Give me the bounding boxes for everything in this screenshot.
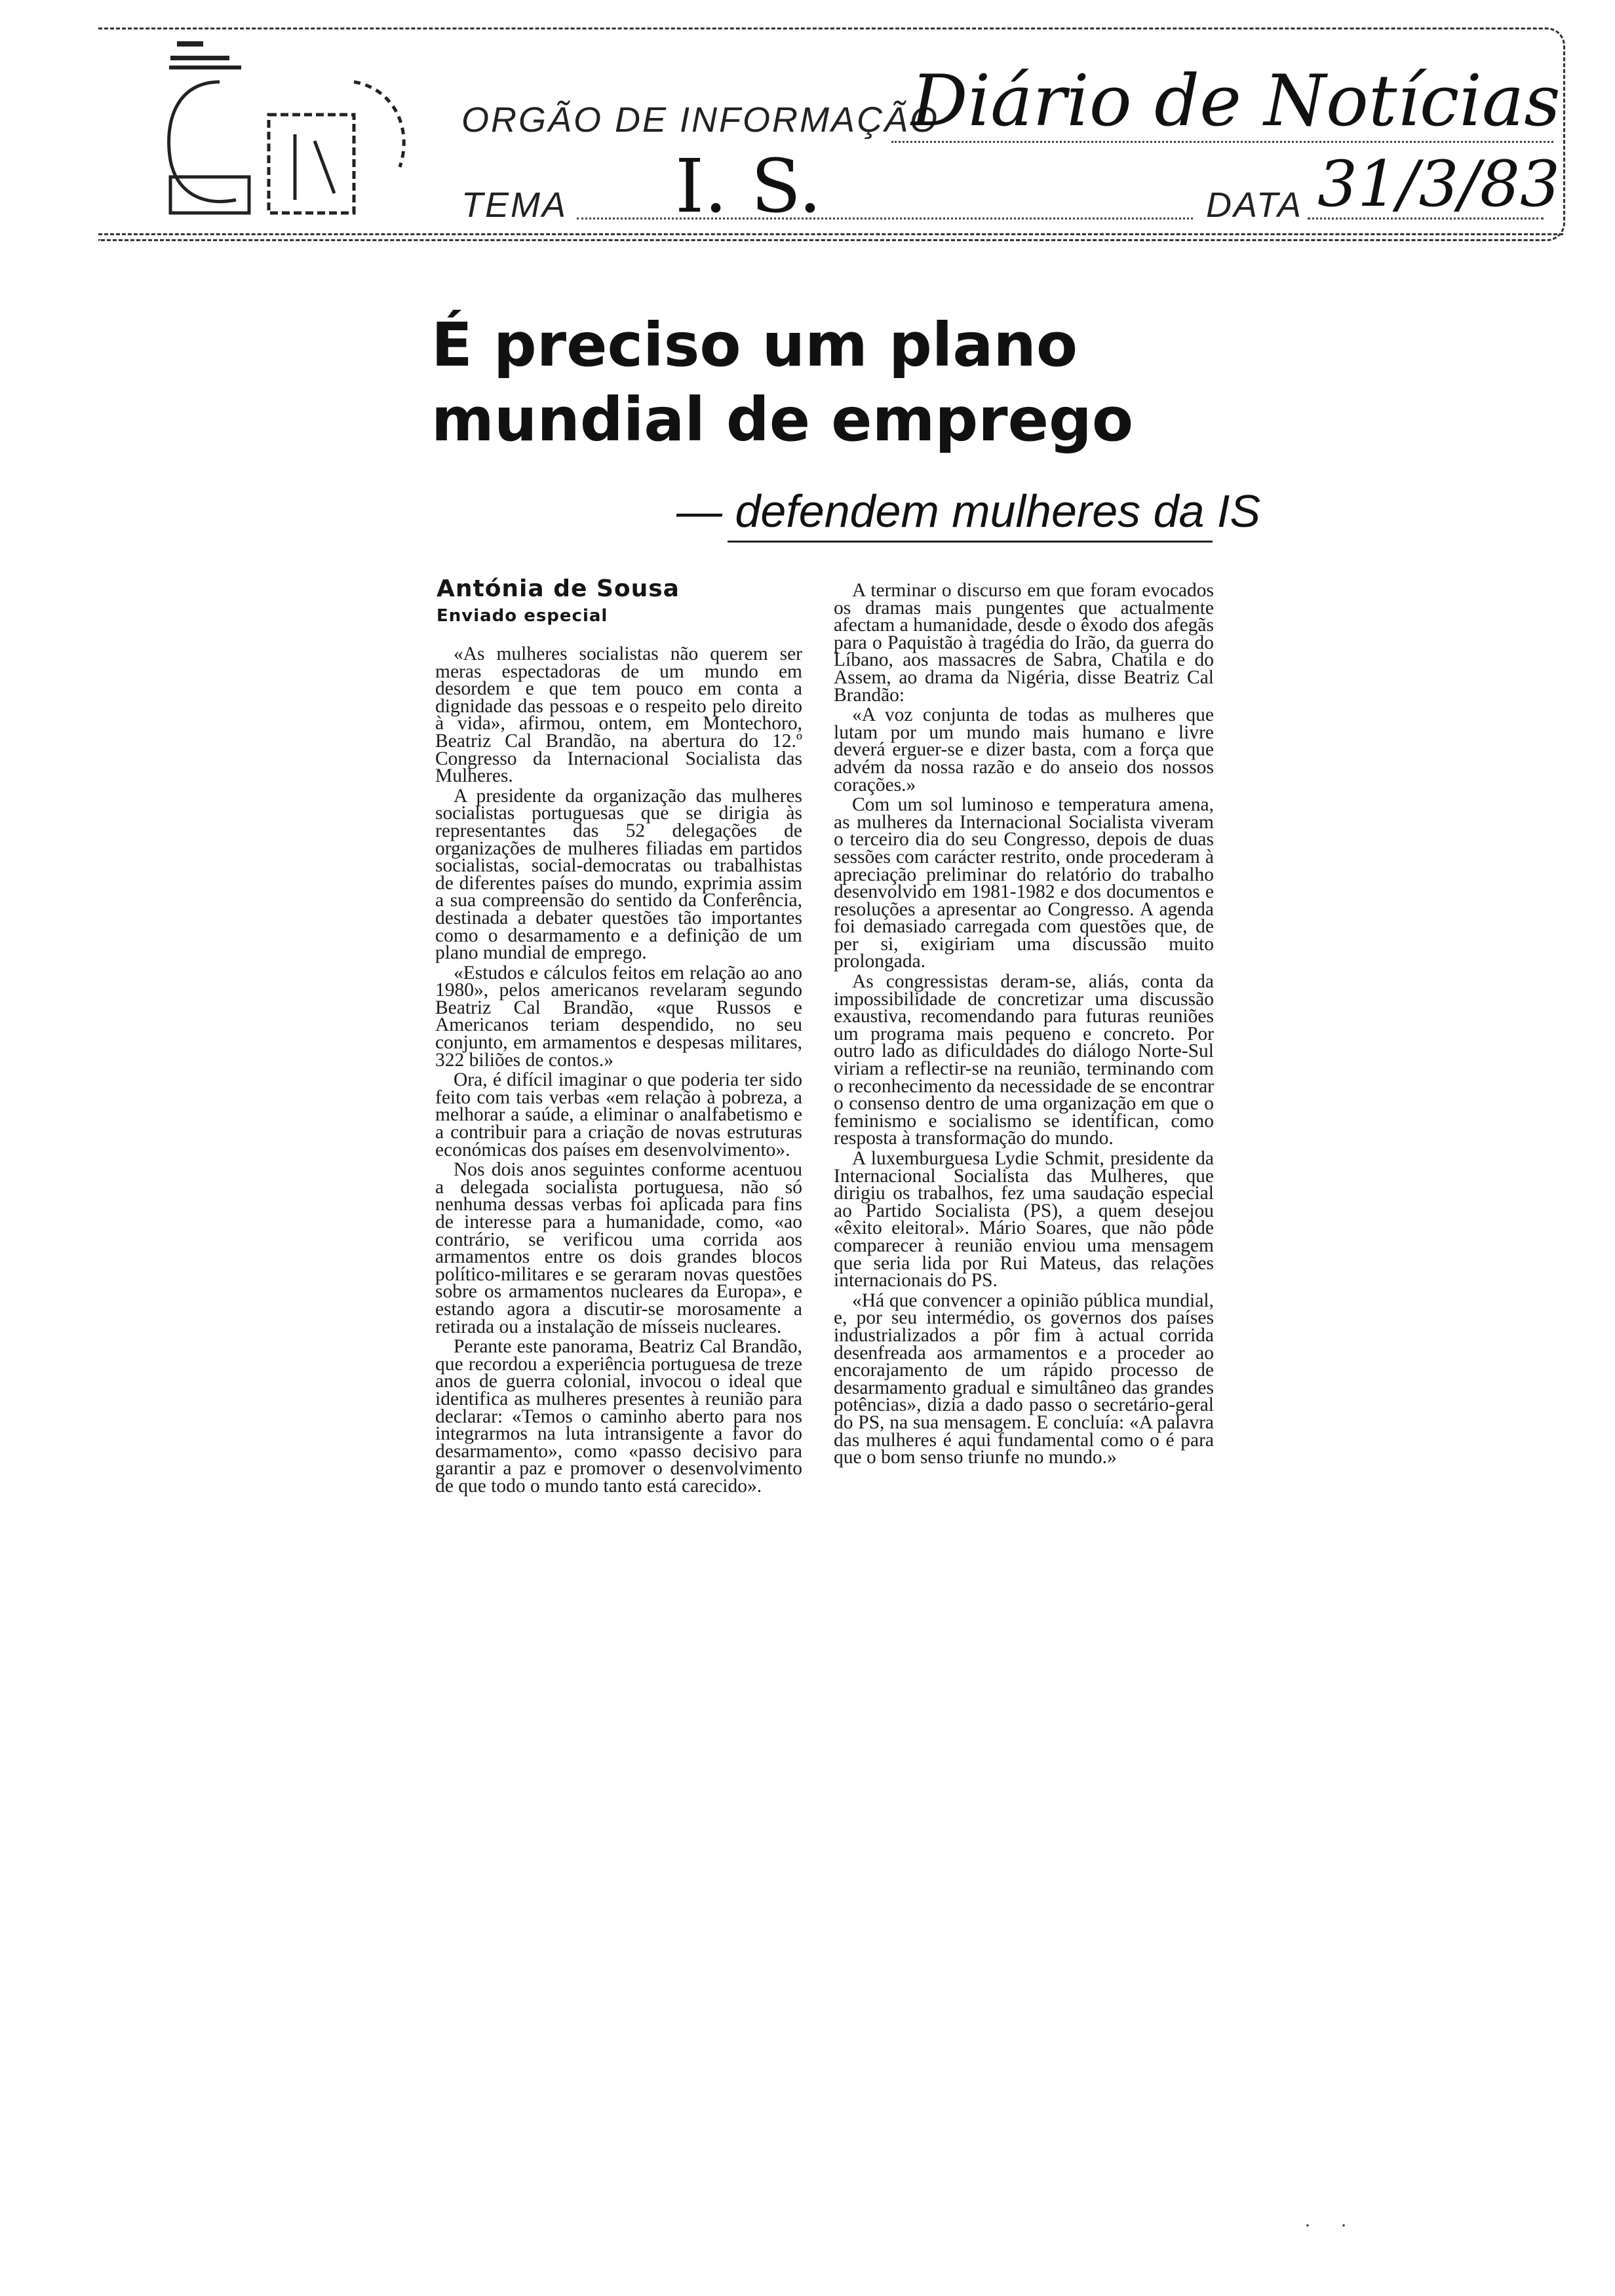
data-label: DATA	[1206, 185, 1304, 225]
archive-logo	[157, 36, 419, 226]
article-column-right	[834, 582, 1214, 1469]
tema-label: TEMA	[461, 185, 568, 225]
paragraph: Nos dois anos seguintes conforme acentuou a delegada socialista portuguesa, não só nenhuma dessas verbas foi aplicada para fins de interesse para a humanidade, como, «ao contrário, se verificou uma corrida aos armamentos entre os dois grandes blocos político-militares e se geraram novas questões sobre os armamentos nucleares da Europa», e estando agora a discutir-se morosamente a retirada ou a instalação de mísseis nucleares.	[435, 1159, 802, 1337]
orgao-value: Diário de Notícias	[911, 60, 1561, 142]
paragraph: As congressistas deram-se, aliás, conta da impossibilidade de concretizar uma discussão exaustiva, recomendando para futuras reuniões um programa mais pequeno e concreto. Por outro lado as dificuldades do diálogo Norte-Sul viriam a reflectir-se na reunião, terminando com o reconhecimento da necessidade de se encontrar o consenso dentro de uma organização em que o feminismo e socialismo se identifican, como resposta à transformação do mundo.	[834, 971, 1214, 1149]
data-value: 31/3/83	[1317, 147, 1561, 221]
paragraph: «Estudos e cálculos feitos em relação ao ano 1980», pelos americanos revelaram segundo Beatriz Cal Brandão, «que Russos e Americanos teriam despendido, no seu conjunto, em armamentos e despesas militares, 322 biliões de contos.»	[435, 962, 802, 1071]
author-name: Antónia de Sousa	[437, 575, 680, 602]
paragraph: «As mulheres socialistas não querem ser meras espectadoras de um mundo em desordem e que tem pouco em conta a dignidade das pessoas e o respeito pelo direito à vida», afirmou, ontem, em Montechoro, Beatriz Cal Brandão, na abertura do 12.º Congresso da Internacional Socialista das Mulheres.	[435, 643, 802, 787]
subheadline-underline	[728, 541, 1213, 543]
scan-specks: · ·	[1304, 2215, 1347, 2236]
paragraph: Com um sol luminoso e temperatura amena, as mulheres da Internacional Socialista viveram o terceiro dia do seu Congresso, depois de duas sessões com carácter restrito, onde procederam à apreciação preliminar do relatório do trabalho desenvolvido em 1981-1982 e dos documentos e resoluções a apresentar ao Congresso. A agenda foi demasiado carregada com questões que, de per si, exigiriam uma discussão muito prolongada.	[834, 794, 1214, 972]
paragraph: Perante este panorama, Beatriz Cal Brandão, que recordou a experiência portuguesa de treze anos de guerra colonial, invocou o ideal que identifica as mulheres presentes à reunião para declarar: «Temos o caminho aberto para nos integrarmos na luta intransigente a favor do desarmamento», como «passo decisivo para garantir a paz e promover o desenvolvimento de que todo o mundo tanto está carecido».	[435, 1336, 802, 1497]
paragraph: «A voz conjunta de todas as mulheres que lutam por um mundo mais humano e livre deverá erguer-se e dizer basta, com a força que advém da nossa razão e do anseio dos nossos corações.»	[834, 704, 1214, 795]
headline	[431, 308, 1414, 457]
subheadline: — defendem mulheres da IS	[676, 486, 1261, 537]
header-bottom-rule	[98, 233, 1563, 235]
paragraph: A presidente da organização das mulheres socialistas portuguesas que se dirigia às representantes das 52 delegações de organizações de mulheres filiadas em partidos socialistas, social-democratas ou trabalhistas de diferentes países do mundo, exprimia assim a sua compreensão do sentido da Conferência, destinada a debater questões tão importantes como o desarmamento e a definição de um plano mundial de emprego.	[435, 785, 802, 964]
author-role: Enviado especial	[437, 606, 608, 626]
tema-value: I. S.	[675, 144, 822, 229]
headline-line-2: mundial de emprego	[431, 385, 1134, 455]
orgao-label: ORGÃO DE INFORMAÇÃO	[461, 100, 940, 140]
paragraph: «Há que convencer a opinião pública mundial, e, por seu intermédio, os governos dos países industrializados a pôr fim à actual corrida desenfreada aos armamentos e a proceder ao encorajamento de um rápido processo de desarmamento gradual e simultâneo das grandes potências», dizia a dado passo o secretário-geral do PS, na sua mensagem. E concluía: «A palavra das mulheres é aqui fundamental como o é para que o bom senso triunfe no mundo.»	[834, 1290, 1214, 1468]
paragraph: A terminar o discurso em que foram evocados os dramas mais pungentes que actualmente afectam a humanidade, desde o êxodo dos afegãs para o Paquistão à tragédia do Irão, da guerra do Líbano, aos massacres de Sabra, Chatila e do Assem, ao drama da Nigéria, disse Beatriz Cal Brandão:	[834, 580, 1214, 706]
paragraph: A luxemburguesa Lydie Schmit, presidente da Internacional Socialista das Mulheres, que dirigiu os trabalhos, fez uma saudação especial ao Partido Socialista (PS), a quem desejou «êxito eleitoral». Mário Soares, que não pôde comparecer à reunião enviou uma mensagem que seria lida por Rui Mateus, das relações internacionais do PS.	[834, 1148, 1214, 1292]
headline-line-1: É preciso um plano	[431, 310, 1078, 380]
article-column-left	[435, 645, 802, 1498]
paragraph: Ora, é difícil imaginar o que poderia ter sido feito com tais verbas «em relação à pobreza, a melhorar a saúde, a eliminar o analfabetismo e a contribuir para a criação de novas estruturas económicas dos países em desenvolvimento».	[435, 1069, 802, 1160]
tema-dotted-line	[577, 218, 1193, 220]
